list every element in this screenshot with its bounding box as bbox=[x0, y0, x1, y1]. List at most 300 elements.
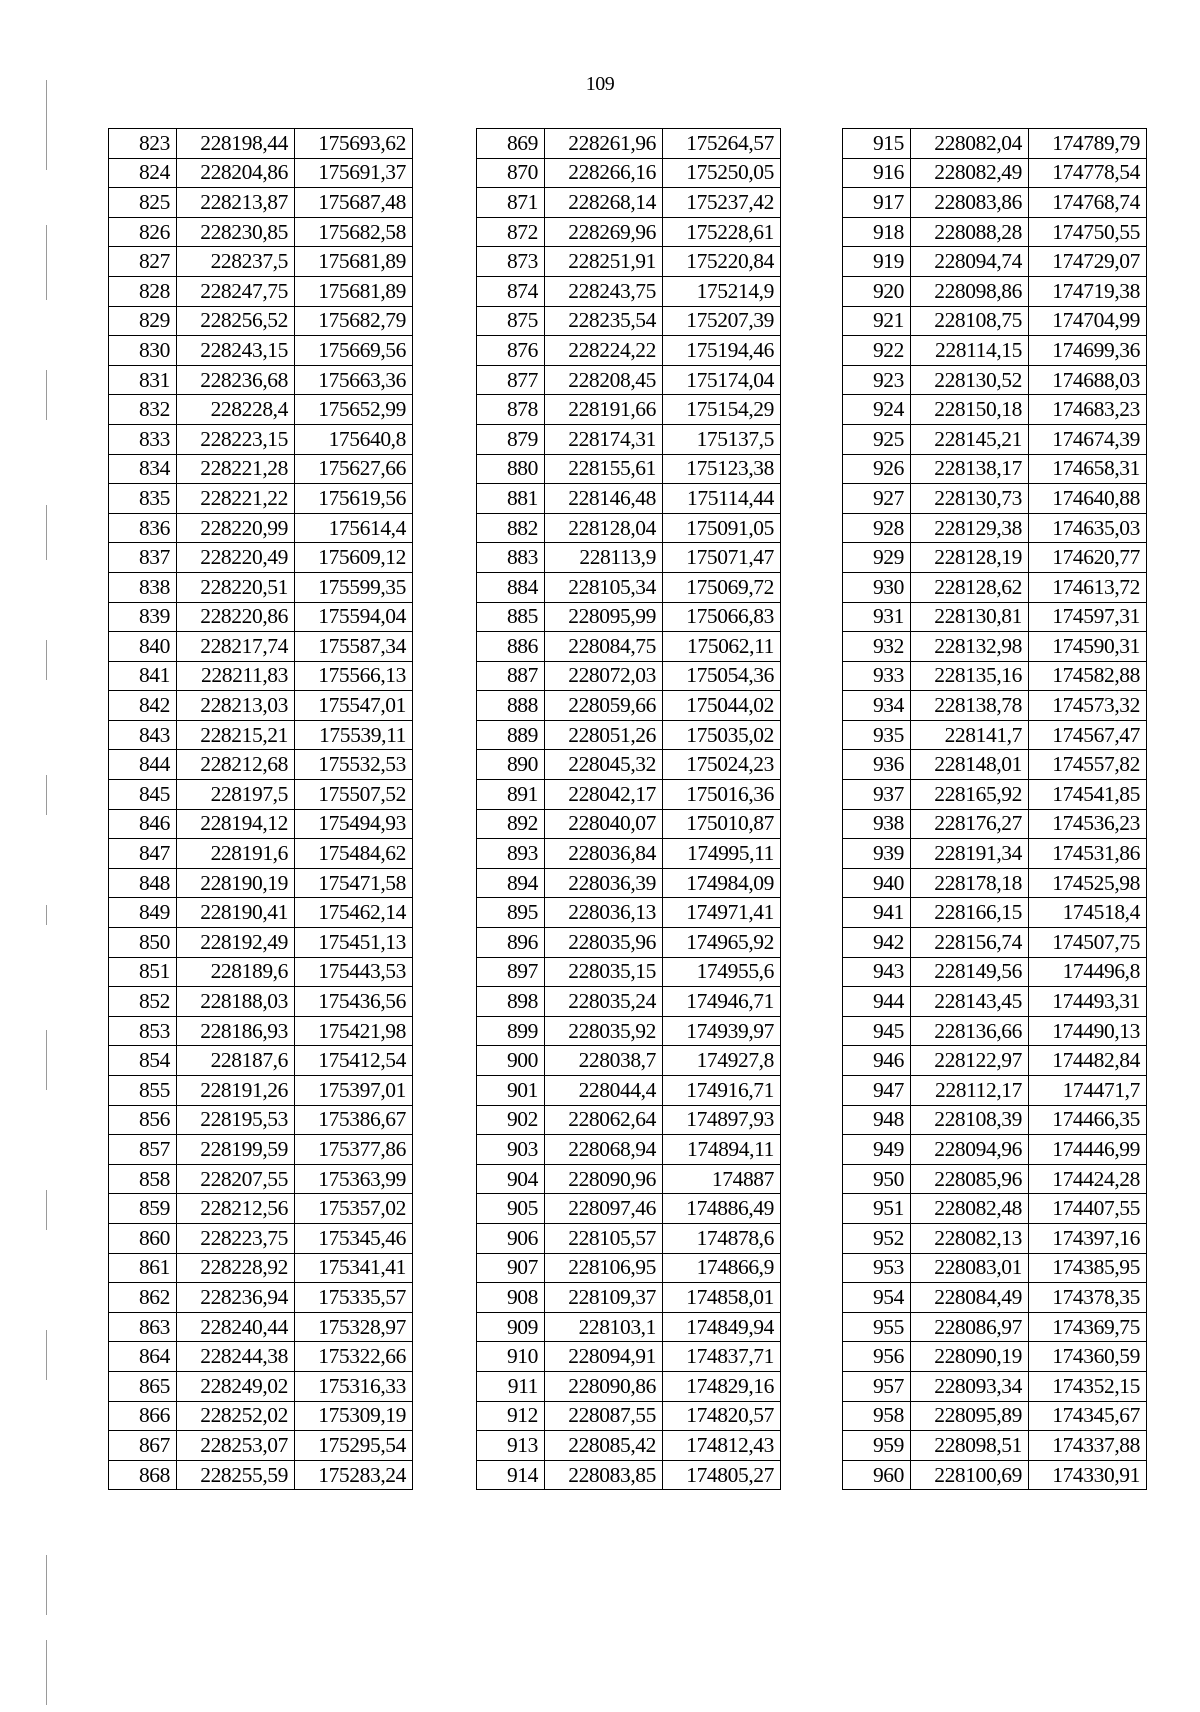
table-row bbox=[109, 513, 413, 543]
point-number-cell: 887 bbox=[477, 661, 545, 691]
point-number-cell: 942 bbox=[843, 928, 911, 958]
point-number-cell: 875 bbox=[477, 306, 545, 336]
point-number-cell: 954 bbox=[843, 1283, 911, 1313]
y-coordinate-cell: 175681,89 bbox=[295, 276, 413, 306]
y-coordinate-cell: 174385,95 bbox=[1029, 1253, 1147, 1283]
x-coordinate-cell: 228220,86 bbox=[177, 602, 295, 632]
table-row bbox=[843, 247, 1147, 277]
x-coordinate-cell: 228230,85 bbox=[177, 217, 295, 247]
y-coordinate-cell: 174507,75 bbox=[1029, 928, 1147, 958]
x-coordinate-cell: 228103,1 bbox=[545, 1312, 663, 1342]
x-coordinate-cell: 228243,75 bbox=[545, 276, 663, 306]
x-coordinate-cell: 228235,54 bbox=[545, 306, 663, 336]
y-coordinate-cell: 174699,36 bbox=[1029, 336, 1147, 366]
point-number-cell: 846 bbox=[109, 809, 177, 839]
table-row bbox=[109, 1164, 413, 1194]
point-number-cell: 838 bbox=[109, 572, 177, 602]
scan-margin-line bbox=[46, 80, 47, 170]
x-coordinate-cell: 228189,6 bbox=[177, 957, 295, 987]
x-coordinate-cell: 228138,17 bbox=[911, 454, 1029, 484]
y-coordinate-cell: 174466,35 bbox=[1029, 1105, 1147, 1135]
x-coordinate-cell: 228211,83 bbox=[177, 661, 295, 691]
x-coordinate-cell: 228106,95 bbox=[545, 1253, 663, 1283]
table-row bbox=[843, 276, 1147, 306]
table-row bbox=[477, 1312, 781, 1342]
table-row bbox=[109, 395, 413, 425]
point-number-cell: 956 bbox=[843, 1342, 911, 1372]
table-row bbox=[843, 1371, 1147, 1401]
table-row bbox=[843, 1431, 1147, 1461]
y-coordinate-cell: 174704,99 bbox=[1029, 306, 1147, 336]
table-row bbox=[843, 1342, 1147, 1372]
x-coordinate-cell: 228244,38 bbox=[177, 1342, 295, 1372]
y-coordinate-cell: 174345,67 bbox=[1029, 1401, 1147, 1431]
table-row bbox=[843, 957, 1147, 987]
x-coordinate-cell: 228084,75 bbox=[545, 632, 663, 662]
table-row bbox=[109, 602, 413, 632]
point-number-cell: 828 bbox=[109, 276, 177, 306]
table-row bbox=[477, 1223, 781, 1253]
y-coordinate-cell: 174837,71 bbox=[663, 1342, 781, 1372]
table-row bbox=[477, 513, 781, 543]
y-coordinate-cell: 175377,86 bbox=[295, 1135, 413, 1165]
y-coordinate-cell: 174805,27 bbox=[663, 1460, 781, 1490]
x-coordinate-cell: 228112,17 bbox=[911, 1076, 1029, 1106]
y-coordinate-cell: 175194,46 bbox=[663, 336, 781, 366]
y-coordinate-cell: 175539,11 bbox=[295, 720, 413, 750]
y-coordinate-cell: 174337,88 bbox=[1029, 1431, 1147, 1461]
x-coordinate-cell: 228038,7 bbox=[545, 1046, 663, 1076]
point-number-cell: 902 bbox=[477, 1105, 545, 1135]
table-row bbox=[109, 336, 413, 366]
x-coordinate-cell: 228178,18 bbox=[911, 868, 1029, 898]
x-coordinate-cell: 228251,91 bbox=[545, 247, 663, 277]
table-row bbox=[109, 129, 413, 159]
y-coordinate-cell: 174597,31 bbox=[1029, 602, 1147, 632]
x-coordinate-cell: 228268,14 bbox=[545, 188, 663, 218]
x-coordinate-cell: 228148,01 bbox=[911, 750, 1029, 780]
point-number-cell: 864 bbox=[109, 1342, 177, 1372]
x-coordinate-cell: 228083,86 bbox=[911, 188, 1029, 218]
table-row bbox=[477, 602, 781, 632]
point-number-cell: 849 bbox=[109, 898, 177, 928]
x-coordinate-cell: 228051,26 bbox=[545, 720, 663, 750]
point-number-cell: 955 bbox=[843, 1312, 911, 1342]
point-number-cell: 894 bbox=[477, 868, 545, 898]
x-coordinate-cell: 228100,69 bbox=[911, 1460, 1029, 1490]
table-row bbox=[843, 691, 1147, 721]
table-row bbox=[843, 1046, 1147, 1076]
point-number-cell: 858 bbox=[109, 1164, 177, 1194]
point-number-cell: 865 bbox=[109, 1371, 177, 1401]
table-row bbox=[477, 1253, 781, 1283]
scan-margin-line bbox=[46, 1640, 47, 1705]
scan-margin-line bbox=[46, 1330, 47, 1380]
table-row bbox=[843, 661, 1147, 691]
table-row bbox=[109, 987, 413, 1017]
y-coordinate-cell: 175264,57 bbox=[663, 129, 781, 159]
y-coordinate-cell: 174424,28 bbox=[1029, 1164, 1147, 1194]
x-coordinate-cell: 228097,46 bbox=[545, 1194, 663, 1224]
table-row bbox=[843, 1105, 1147, 1135]
y-coordinate-cell: 175484,62 bbox=[295, 839, 413, 869]
y-coordinate-cell: 174378,35 bbox=[1029, 1283, 1147, 1313]
point-number-cell: 860 bbox=[109, 1223, 177, 1253]
point-number-cell: 910 bbox=[477, 1342, 545, 1372]
point-number-cell: 878 bbox=[477, 395, 545, 425]
y-coordinate-cell: 174971,41 bbox=[663, 898, 781, 928]
x-coordinate-cell: 228191,6 bbox=[177, 839, 295, 869]
y-coordinate-cell: 175397,01 bbox=[295, 1076, 413, 1106]
point-number-cell: 891 bbox=[477, 780, 545, 810]
y-coordinate-cell: 175609,12 bbox=[295, 543, 413, 573]
point-number-cell: 856 bbox=[109, 1105, 177, 1135]
point-number-cell: 893 bbox=[477, 839, 545, 869]
x-coordinate-cell: 228086,97 bbox=[911, 1312, 1029, 1342]
x-coordinate-cell: 228215,21 bbox=[177, 720, 295, 750]
scan-margin-line bbox=[46, 1555, 47, 1615]
point-number-cell: 934 bbox=[843, 691, 911, 721]
table-row bbox=[109, 1016, 413, 1046]
y-coordinate-cell: 175619,56 bbox=[295, 484, 413, 514]
x-coordinate-cell: 228082,49 bbox=[911, 158, 1029, 188]
point-number-cell: 879 bbox=[477, 424, 545, 454]
table-row bbox=[843, 1312, 1147, 1342]
table-row bbox=[843, 602, 1147, 632]
point-number-cell: 834 bbox=[109, 454, 177, 484]
point-number-cell: 824 bbox=[109, 158, 177, 188]
table-row bbox=[109, 484, 413, 514]
y-coordinate-cell: 175207,39 bbox=[663, 306, 781, 336]
table-row bbox=[109, 720, 413, 750]
x-coordinate-cell: 228220,51 bbox=[177, 572, 295, 602]
point-number-cell: 922 bbox=[843, 336, 911, 366]
point-number-cell: 925 bbox=[843, 424, 911, 454]
point-number-cell: 837 bbox=[109, 543, 177, 573]
y-coordinate-cell: 174369,75 bbox=[1029, 1312, 1147, 1342]
table-row bbox=[477, 898, 781, 928]
x-coordinate-cell: 228191,66 bbox=[545, 395, 663, 425]
x-coordinate-cell: 228094,74 bbox=[911, 247, 1029, 277]
point-number-cell: 845 bbox=[109, 780, 177, 810]
scan-margin-line bbox=[46, 505, 47, 560]
scan-margin-line bbox=[46, 905, 47, 925]
table-row bbox=[109, 217, 413, 247]
x-coordinate-cell: 228266,16 bbox=[545, 158, 663, 188]
x-coordinate-cell: 228130,81 bbox=[911, 602, 1029, 632]
point-number-cell: 851 bbox=[109, 957, 177, 987]
scan-margin-line bbox=[46, 775, 47, 815]
table-row bbox=[843, 1016, 1147, 1046]
x-coordinate-cell: 228149,56 bbox=[911, 957, 1029, 987]
table-row bbox=[109, 809, 413, 839]
x-coordinate-cell: 228212,68 bbox=[177, 750, 295, 780]
table-row bbox=[843, 1283, 1147, 1313]
scan-margin-line bbox=[46, 225, 47, 300]
point-number-cell: 916 bbox=[843, 158, 911, 188]
y-coordinate-cell: 175627,66 bbox=[295, 454, 413, 484]
y-coordinate-cell: 174719,38 bbox=[1029, 276, 1147, 306]
x-coordinate-cell: 228192,49 bbox=[177, 928, 295, 958]
y-coordinate-cell: 175652,99 bbox=[295, 395, 413, 425]
x-coordinate-cell: 228035,15 bbox=[545, 957, 663, 987]
y-coordinate-cell: 174965,92 bbox=[663, 928, 781, 958]
table-row bbox=[109, 632, 413, 662]
scan-margin-line bbox=[46, 1030, 47, 1090]
x-coordinate-cell: 228217,74 bbox=[177, 632, 295, 662]
x-coordinate-cell: 228191,26 bbox=[177, 1076, 295, 1106]
table-row bbox=[109, 454, 413, 484]
x-coordinate-cell: 228143,45 bbox=[911, 987, 1029, 1017]
table-row bbox=[109, 1283, 413, 1313]
point-number-cell: 953 bbox=[843, 1253, 911, 1283]
x-coordinate-cell: 228098,51 bbox=[911, 1431, 1029, 1461]
y-coordinate-cell: 175681,89 bbox=[295, 247, 413, 277]
y-coordinate-cell: 174768,74 bbox=[1029, 188, 1147, 218]
table-row bbox=[109, 572, 413, 602]
x-coordinate-cell: 228220,49 bbox=[177, 543, 295, 573]
y-coordinate-cell: 175295,54 bbox=[295, 1431, 413, 1461]
table-row bbox=[109, 750, 413, 780]
x-coordinate-cell: 228237,5 bbox=[177, 247, 295, 277]
point-number-cell: 833 bbox=[109, 424, 177, 454]
x-coordinate-cell: 228036,13 bbox=[545, 898, 663, 928]
point-number-cell: 853 bbox=[109, 1016, 177, 1046]
table-row bbox=[843, 750, 1147, 780]
table-row bbox=[843, 632, 1147, 662]
x-coordinate-cell: 228249,02 bbox=[177, 1371, 295, 1401]
x-coordinate-cell: 228208,45 bbox=[545, 365, 663, 395]
point-number-cell: 825 bbox=[109, 188, 177, 218]
x-coordinate-cell: 228040,07 bbox=[545, 809, 663, 839]
y-coordinate-cell: 175071,47 bbox=[663, 543, 781, 573]
point-number-cell: 946 bbox=[843, 1046, 911, 1076]
table-row bbox=[477, 780, 781, 810]
x-coordinate-cell: 228068,94 bbox=[545, 1135, 663, 1165]
point-number-cell: 883 bbox=[477, 543, 545, 573]
x-coordinate-cell: 228087,55 bbox=[545, 1401, 663, 1431]
y-coordinate-cell: 175547,01 bbox=[295, 691, 413, 721]
y-coordinate-cell: 174397,16 bbox=[1029, 1223, 1147, 1253]
table-row bbox=[843, 513, 1147, 543]
point-number-cell: 930 bbox=[843, 572, 911, 602]
y-coordinate-cell: 175614,4 bbox=[295, 513, 413, 543]
table-row bbox=[477, 572, 781, 602]
y-coordinate-cell: 174946,71 bbox=[663, 987, 781, 1017]
point-number-cell: 854 bbox=[109, 1046, 177, 1076]
point-number-cell: 882 bbox=[477, 513, 545, 543]
y-coordinate-cell: 174352,15 bbox=[1029, 1371, 1147, 1401]
y-coordinate-cell: 175316,33 bbox=[295, 1371, 413, 1401]
point-number-cell: 867 bbox=[109, 1431, 177, 1461]
x-coordinate-cell: 228236,68 bbox=[177, 365, 295, 395]
point-number-cell: 947 bbox=[843, 1076, 911, 1106]
y-coordinate-cell: 175214,9 bbox=[663, 276, 781, 306]
y-coordinate-cell: 175220,84 bbox=[663, 247, 781, 277]
x-coordinate-cell: 228130,52 bbox=[911, 365, 1029, 395]
point-number-cell: 951 bbox=[843, 1194, 911, 1224]
point-number-cell: 911 bbox=[477, 1371, 545, 1401]
point-number-cell: 933 bbox=[843, 661, 911, 691]
x-coordinate-cell: 228090,96 bbox=[545, 1164, 663, 1194]
point-number-cell: 872 bbox=[477, 217, 545, 247]
y-coordinate-cell: 175494,93 bbox=[295, 809, 413, 839]
x-coordinate-cell: 228228,4 bbox=[177, 395, 295, 425]
x-coordinate-cell: 228194,12 bbox=[177, 809, 295, 839]
y-coordinate-cell: 175035,02 bbox=[663, 720, 781, 750]
point-number-cell: 944 bbox=[843, 987, 911, 1017]
table-row bbox=[843, 158, 1147, 188]
table-row bbox=[843, 780, 1147, 810]
x-coordinate-cell: 228082,48 bbox=[911, 1194, 1029, 1224]
y-coordinate-cell: 175091,05 bbox=[663, 513, 781, 543]
table-row bbox=[477, 1194, 781, 1224]
table-row bbox=[843, 336, 1147, 366]
y-coordinate-cell: 175566,13 bbox=[295, 661, 413, 691]
table-row bbox=[109, 1431, 413, 1461]
x-coordinate-cell: 228093,34 bbox=[911, 1371, 1029, 1401]
coordinate-table-1 bbox=[108, 128, 413, 1490]
x-coordinate-cell: 228128,62 bbox=[911, 572, 1029, 602]
y-coordinate-cell: 175471,58 bbox=[295, 868, 413, 898]
x-coordinate-cell: 228176,27 bbox=[911, 809, 1029, 839]
table-row bbox=[109, 188, 413, 218]
point-number-cell: 938 bbox=[843, 809, 911, 839]
x-coordinate-cell: 228223,75 bbox=[177, 1223, 295, 1253]
y-coordinate-cell: 174482,84 bbox=[1029, 1046, 1147, 1076]
point-number-cell: 921 bbox=[843, 306, 911, 336]
table-row bbox=[109, 780, 413, 810]
table-row bbox=[843, 395, 1147, 425]
coordinate-table-3 bbox=[842, 128, 1147, 1490]
y-coordinate-cell: 174820,57 bbox=[663, 1401, 781, 1431]
table-row bbox=[843, 129, 1147, 159]
x-coordinate-cell: 228261,96 bbox=[545, 129, 663, 159]
table-row bbox=[477, 1016, 781, 1046]
x-coordinate-cell: 228145,21 bbox=[911, 424, 1029, 454]
x-coordinate-cell: 228122,97 bbox=[911, 1046, 1029, 1076]
y-coordinate-cell: 175693,62 bbox=[295, 129, 413, 159]
y-coordinate-cell: 174493,31 bbox=[1029, 987, 1147, 1017]
x-coordinate-cell: 228090,86 bbox=[545, 1371, 663, 1401]
scan-margin-line bbox=[46, 1190, 47, 1230]
table-row bbox=[843, 454, 1147, 484]
x-coordinate-cell: 228221,22 bbox=[177, 484, 295, 514]
x-coordinate-cell: 228035,24 bbox=[545, 987, 663, 1017]
table-row bbox=[109, 1194, 413, 1224]
x-coordinate-cell: 228166,15 bbox=[911, 898, 1029, 928]
y-coordinate-cell: 174887 bbox=[663, 1164, 781, 1194]
table-row bbox=[477, 632, 781, 662]
y-coordinate-cell: 174573,32 bbox=[1029, 691, 1147, 721]
y-coordinate-cell: 175066,83 bbox=[663, 602, 781, 632]
y-coordinate-cell: 175507,52 bbox=[295, 780, 413, 810]
point-number-cell: 908 bbox=[477, 1283, 545, 1313]
x-coordinate-cell: 228095,89 bbox=[911, 1401, 1029, 1431]
x-coordinate-cell: 228146,48 bbox=[545, 484, 663, 514]
point-number-cell: 862 bbox=[109, 1283, 177, 1313]
y-coordinate-cell: 175016,36 bbox=[663, 780, 781, 810]
table-row bbox=[109, 424, 413, 454]
table-row bbox=[109, 1460, 413, 1490]
x-coordinate-cell: 228082,13 bbox=[911, 1223, 1029, 1253]
y-coordinate-cell: 174858,01 bbox=[663, 1283, 781, 1313]
point-number-cell: 900 bbox=[477, 1046, 545, 1076]
table-row bbox=[477, 1135, 781, 1165]
y-coordinate-cell: 175154,29 bbox=[663, 395, 781, 425]
x-coordinate-cell: 228141,7 bbox=[911, 720, 1029, 750]
y-coordinate-cell: 174407,55 bbox=[1029, 1194, 1147, 1224]
point-number-cell: 914 bbox=[477, 1460, 545, 1490]
x-coordinate-cell: 228223,15 bbox=[177, 424, 295, 454]
table-row bbox=[843, 424, 1147, 454]
x-coordinate-cell: 228083,01 bbox=[911, 1253, 1029, 1283]
y-coordinate-cell: 174674,39 bbox=[1029, 424, 1147, 454]
x-coordinate-cell: 228129,38 bbox=[911, 513, 1029, 543]
x-coordinate-cell: 228190,19 bbox=[177, 868, 295, 898]
x-coordinate-cell: 228109,37 bbox=[545, 1283, 663, 1313]
table-row bbox=[477, 365, 781, 395]
table-row bbox=[843, 987, 1147, 1017]
y-coordinate-cell: 175309,19 bbox=[295, 1401, 413, 1431]
point-number-cell: 903 bbox=[477, 1135, 545, 1165]
point-number-cell: 959 bbox=[843, 1431, 911, 1461]
scan-margin-line bbox=[46, 370, 47, 420]
x-coordinate-cell: 228105,57 bbox=[545, 1223, 663, 1253]
point-number-cell: 919 bbox=[843, 247, 911, 277]
y-coordinate-cell: 174446,99 bbox=[1029, 1135, 1147, 1165]
point-number-cell: 866 bbox=[109, 1401, 177, 1431]
point-number-cell: 941 bbox=[843, 898, 911, 928]
point-number-cell: 945 bbox=[843, 1016, 911, 1046]
y-coordinate-cell: 175436,56 bbox=[295, 987, 413, 1017]
y-coordinate-cell: 174490,13 bbox=[1029, 1016, 1147, 1046]
y-coordinate-cell: 174518,4 bbox=[1029, 898, 1147, 928]
x-coordinate-cell: 228108,39 bbox=[911, 1105, 1029, 1135]
table-row bbox=[843, 1194, 1147, 1224]
y-coordinate-cell: 175335,57 bbox=[295, 1283, 413, 1313]
point-number-cell: 830 bbox=[109, 336, 177, 366]
y-coordinate-cell: 174620,77 bbox=[1029, 543, 1147, 573]
point-number-cell: 905 bbox=[477, 1194, 545, 1224]
y-coordinate-cell: 175451,13 bbox=[295, 928, 413, 958]
table-row bbox=[477, 395, 781, 425]
x-coordinate-cell: 228197,5 bbox=[177, 780, 295, 810]
table-row bbox=[843, 572, 1147, 602]
y-coordinate-cell: 175663,36 bbox=[295, 365, 413, 395]
table-row bbox=[477, 336, 781, 366]
point-number-cell: 937 bbox=[843, 780, 911, 810]
x-coordinate-cell: 228084,49 bbox=[911, 1283, 1029, 1313]
table-row bbox=[843, 1253, 1147, 1283]
point-number-cell: 904 bbox=[477, 1164, 545, 1194]
y-coordinate-cell: 174829,16 bbox=[663, 1371, 781, 1401]
point-number-cell: 841 bbox=[109, 661, 177, 691]
x-coordinate-cell: 228082,04 bbox=[911, 129, 1029, 159]
table-row bbox=[477, 868, 781, 898]
y-coordinate-cell: 175328,97 bbox=[295, 1312, 413, 1342]
x-coordinate-cell: 228114,15 bbox=[911, 336, 1029, 366]
x-coordinate-cell: 228042,17 bbox=[545, 780, 663, 810]
table-row bbox=[109, 839, 413, 869]
table-row bbox=[477, 454, 781, 484]
x-coordinate-cell: 228035,96 bbox=[545, 928, 663, 958]
point-number-cell: 869 bbox=[477, 129, 545, 159]
y-coordinate-cell: 174939,97 bbox=[663, 1016, 781, 1046]
point-number-cell: 936 bbox=[843, 750, 911, 780]
y-coordinate-cell: 175010,87 bbox=[663, 809, 781, 839]
point-number-cell: 898 bbox=[477, 987, 545, 1017]
